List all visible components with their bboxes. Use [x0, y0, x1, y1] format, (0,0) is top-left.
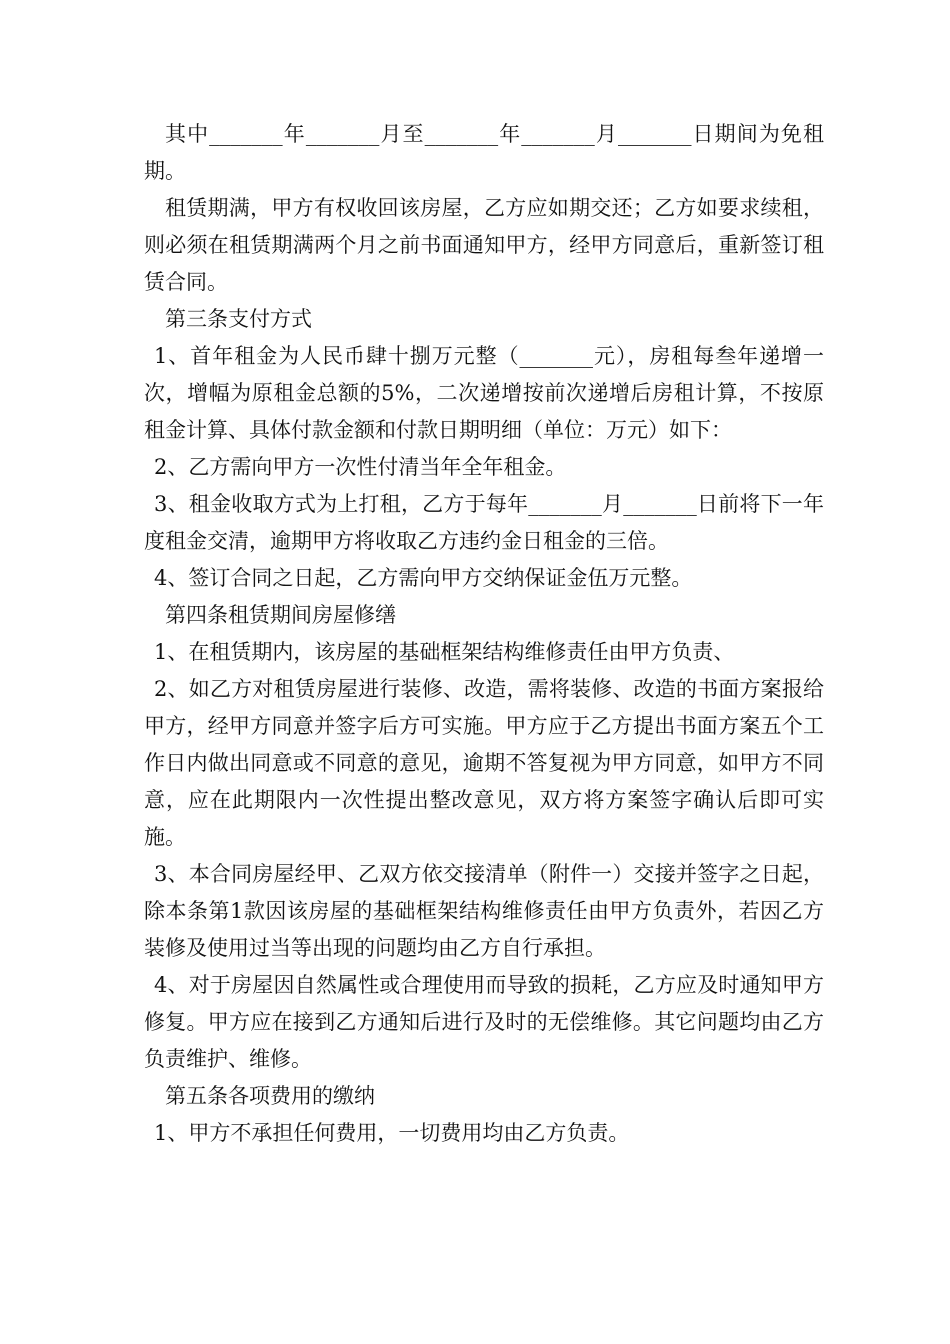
heading-article-3: 第三条支付方式 — [165, 307, 312, 331]
paragraph-4-4: 4、对于房屋因自然属性或合理使用而导致的损耗，乙方应及时通知甲方修复。甲方应在接到乙方通知后进行及时的无偿维修。其它问题均由乙方负责维护、维修。 — [144, 973, 824, 1071]
paragraph-3-4: 4、签订合同之日起，乙方需向甲方交纳保证金伍万元整。 — [154, 566, 693, 590]
paragraph-rent-free-period: 其中_______年_______月至_______年_______月_______日期间为免租期。 — [144, 122, 824, 183]
paragraph-5-1: 1、甲方不承担任何费用，一切费用均由乙方负责。 — [154, 1121, 630, 1145]
document-page — [144, 116, 824, 1152]
heading-article-5: 第五条各项费用的缴纳 — [165, 1084, 375, 1108]
heading-article-4: 第四条租赁期间房屋修缮 — [165, 603, 396, 627]
paragraph-3-1: 1、首年租金为人民币肆十捌万元整（_______元），房租每叁年递增一次，增幅为原租金总额的5%，二次递增按前次递增后房租计算，不按原租金计算、具体付款金额和付款日期明细（单位：万元）如下： — [144, 344, 824, 442]
paragraph-lease-expiry: 租赁期满，甲方有权收回该房屋，乙方应如期交还；乙方如要求续租，则必须在租赁期满两个月之前书面通知甲方，经甲方同意后，重新签订租赁合同。 — [144, 196, 824, 294]
paragraph-3-3: 3、租金收取方式为上打租，乙方于每年_______月_______日前将下一年度租金交清，逾期甲方将收取乙方违约金日租金的三倍。 — [144, 492, 824, 553]
paragraph-4-2: 2、如乙方对租赁房屋进行装修、改造，需将装修、改造的书面方案报给甲方，经甲方同意并签字后方可实施。甲方应于乙方提出书面方案五个工作日内做出同意或不同意的意见，逾期不答复视为甲方同意，如甲方不同意，应在此期限内一次性提出整改意见，双方将方案签字确认后即可实施。 — [144, 677, 824, 849]
paragraph-4-3: 3、本合同房屋经甲、乙双方依交接清单（附件一）交接并签字之日起，除本条第1款因该房屋的基础框架结构维修责任由甲方负责外，若因乙方装修及使用过当等出现的问题均由乙方自行承担。 — [144, 862, 824, 960]
paragraph-3-2: 2、乙方需向甲方一次性付清当年全年租金。 — [154, 455, 567, 479]
paragraph-4-1: 1、在租赁期内，该房屋的基础框架结构维修责任由甲方负责、 — [154, 640, 735, 664]
